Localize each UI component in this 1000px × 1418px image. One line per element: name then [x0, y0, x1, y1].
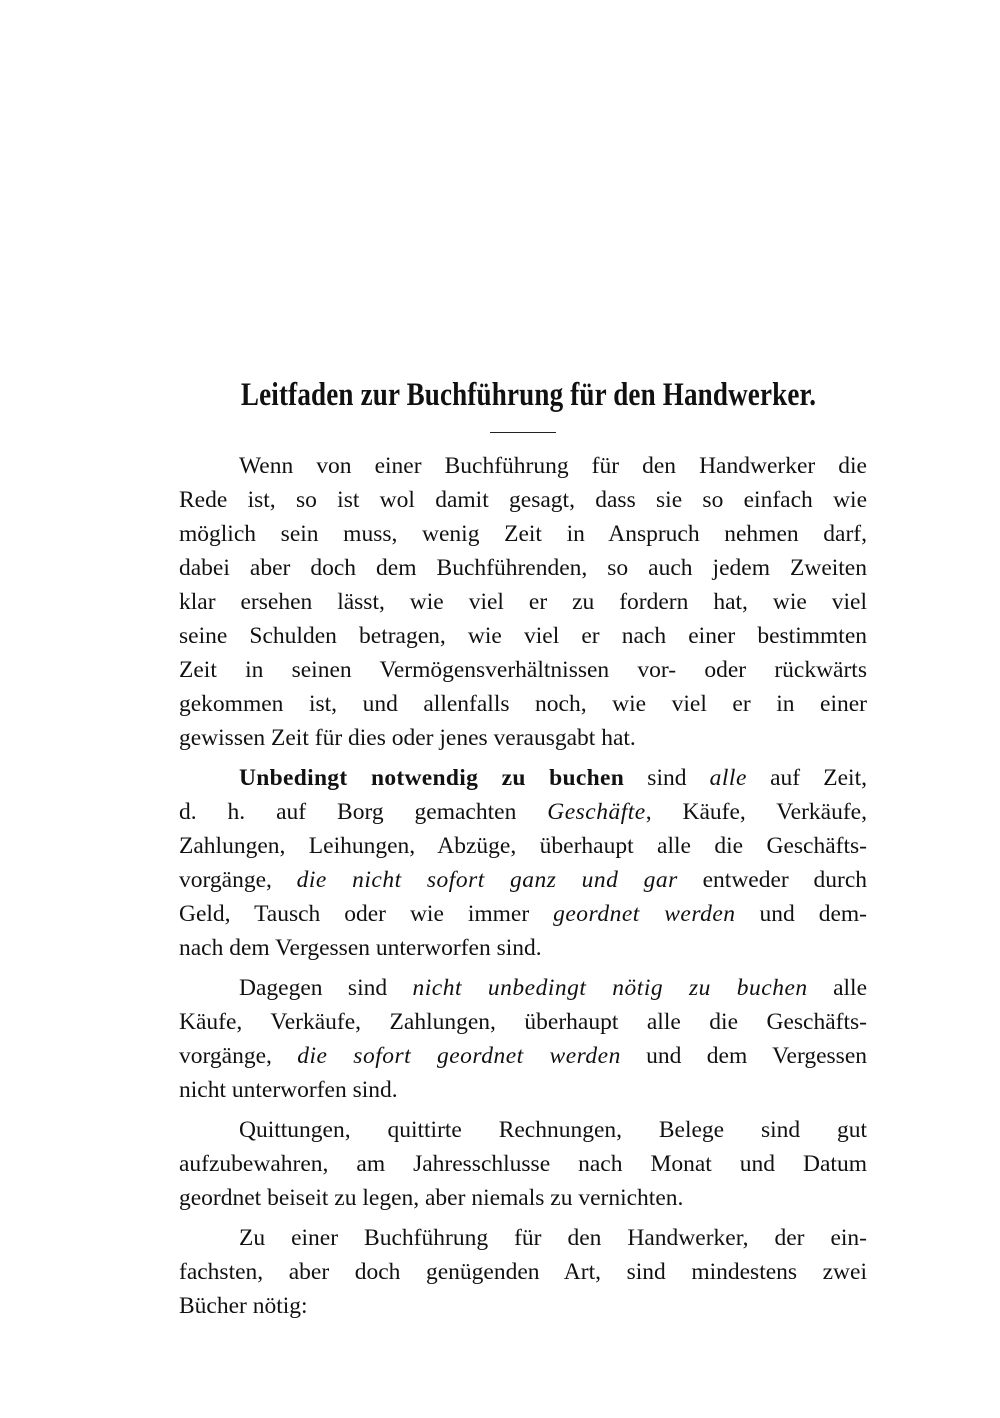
bold-text: Unbedingt notwendig zu buchen: [239, 765, 625, 791]
text-segment: seine Schulden betragen, wie viel er nach einer bestimmten: [179, 623, 867, 649]
text-segment: Rede ist, so ist wol damit gesagt, dass sie so einfach wie: [179, 487, 867, 513]
text-segment: klar ersehen lässt, wie viel er zu fordern hat, wie viel: [179, 589, 867, 615]
text-line: [179, 931, 867, 965]
emphasis-text: die nicht sofort ganz und gar: [296, 867, 678, 893]
title-divider: [490, 432, 556, 433]
emphasis-text: nicht unbedingt nötig zu buchen: [412, 975, 808, 1001]
text-line: [179, 1039, 867, 1073]
text-line: [179, 1221, 867, 1255]
text-line: [179, 1289, 867, 1323]
text-segment: geordnet beiseit zu legen, aber niemals zu vernichten.: [179, 1185, 684, 1211]
text-segment: und dem Vergessen: [620, 1043, 868, 1069]
text-segment: Zeit in seinen Vermögensverhältnissen vor- oder rückwärts: [179, 657, 867, 683]
text-line: [179, 619, 867, 653]
emphasis-text: alle: [709, 765, 747, 791]
text-segment: d. h. auf Borg gemachten: [179, 799, 548, 825]
paragraph: [179, 1113, 867, 1215]
paragraph: [179, 449, 867, 755]
paragraph: [179, 971, 867, 1107]
text-line: [179, 1073, 867, 1107]
text-line: [179, 585, 867, 619]
text-line: [179, 1113, 867, 1147]
text-segment: Geld, Tausch oder wie immer: [179, 901, 554, 927]
text-segment: alle: [807, 975, 867, 1001]
text-line: [179, 1255, 867, 1289]
text-line: [179, 483, 867, 517]
body-text: [179, 449, 867, 1323]
text-line: [179, 863, 867, 897]
text-segment: , Käufe, Verkäufe,: [645, 799, 867, 825]
text-line: [179, 449, 867, 483]
text-line: [179, 517, 867, 551]
text-line: [179, 897, 867, 931]
text-segment: sind: [624, 765, 710, 791]
text-segment: möglich sein muss, wenig Zeit in Anspruch nehmen darf,: [179, 521, 867, 547]
paragraph: [179, 1221, 867, 1323]
text-line: [179, 795, 867, 829]
text-line: [179, 971, 867, 1005]
text-segment: Quittungen, quittirte Rechnungen, Belege sind gut: [239, 1117, 867, 1143]
emphasis-text: die sofort geordnet werden: [297, 1043, 621, 1069]
text-segment: Zahlungen, Leihungen, Abzüge, überhaupt alle die Geschäfts-: [179, 833, 867, 859]
text-segment: Bücher nötig:: [179, 1293, 308, 1319]
text-line: [179, 721, 867, 755]
text-line: [179, 829, 867, 863]
text-segment: vorgänge,: [179, 867, 297, 893]
paragraph: [179, 761, 867, 965]
text-line: [179, 653, 867, 687]
text-line: [179, 687, 867, 721]
text-line: [179, 1147, 867, 1181]
emphasis-text: geordnet werden: [553, 901, 736, 927]
text-line: [179, 1181, 867, 1215]
text-segment: Wenn von einer Buchführung für den Handwerker die: [239, 453, 867, 479]
text-segment: nicht unterworfen sind.: [179, 1077, 398, 1103]
text-line: [179, 761, 867, 795]
text-segment: Zu einer Buchführung für den Handwerker, der ein-: [239, 1225, 867, 1251]
text-line: [179, 551, 867, 585]
text-segment: und dem-: [735, 901, 867, 927]
text-segment: gewissen Zeit für dies oder jenes verausgabt hat.: [179, 725, 636, 751]
text-segment: aufzubewahren, am Jahresschlusse nach Monat und Datum: [179, 1151, 867, 1177]
text-segment: auf Zeit,: [746, 765, 867, 791]
page-title: Leitfaden zur Buchführung für den Handwerker.: [240, 377, 817, 413]
text-segment: vorgänge,: [179, 1043, 298, 1069]
page: [179, 372, 867, 1329]
text-segment: nach dem Vergessen unterworfen sind.: [179, 935, 542, 961]
text-segment: entweder durch: [677, 867, 868, 893]
text-segment: dabei aber doch dem Buchführenden, so auch jedem Zweiten: [179, 555, 867, 581]
text-segment: Käufe, Verkäufe, Zahlungen, überhaupt alle die Geschäfts-: [179, 1009, 867, 1035]
text-segment: Dagegen sind: [239, 975, 413, 1001]
text-line: [179, 1005, 867, 1039]
text-segment: fachsten, aber doch genügenden Art, sind mindestens zwei: [179, 1259, 867, 1285]
emphasis-text: Geschäfte: [547, 799, 646, 825]
text-segment: gekommen ist, und allenfalls noch, wie viel er in einer: [179, 691, 867, 717]
